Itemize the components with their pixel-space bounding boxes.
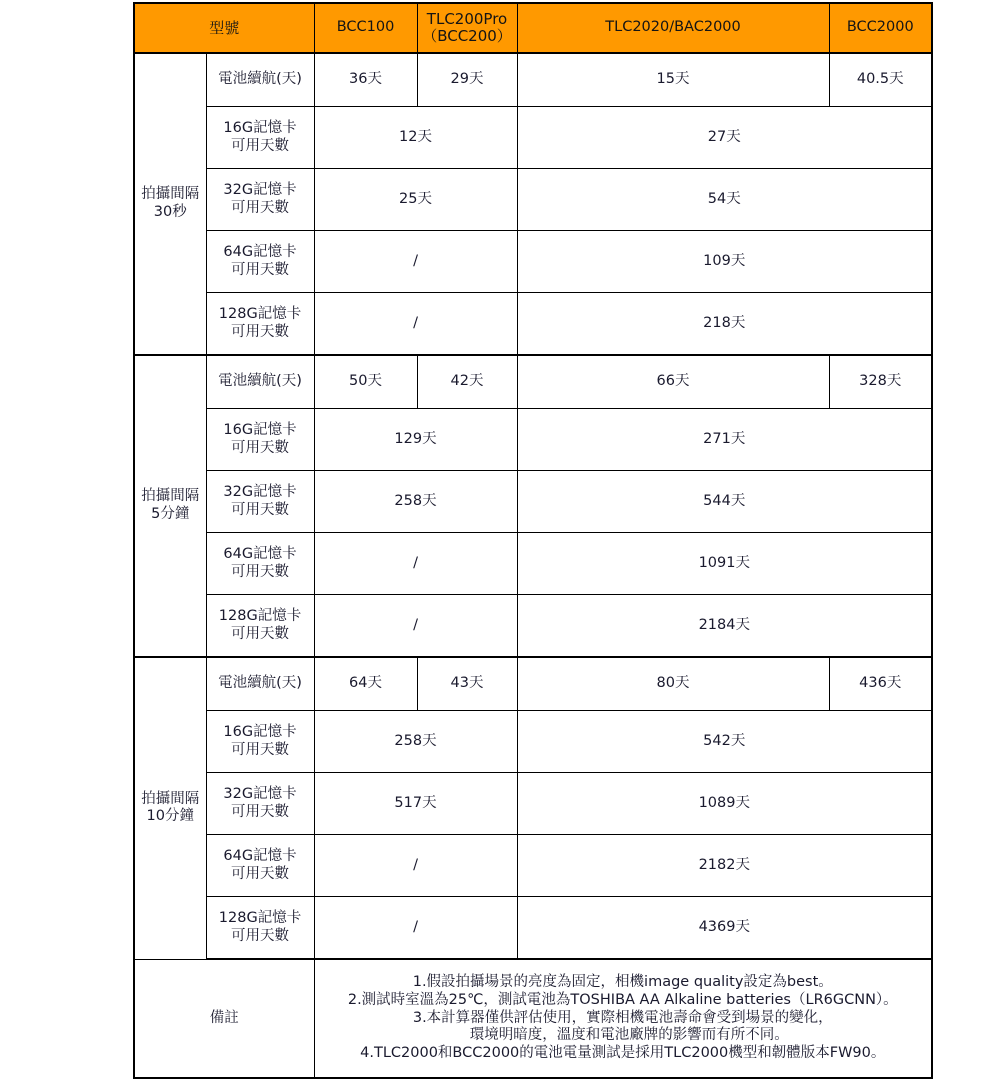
row-label-card-16g-line2: 可用天數 [231, 137, 289, 154]
row-label-card-32g [206, 471, 314, 533]
group-label-interval-10min [134, 657, 206, 959]
row-label-battery-life: 電池續航(天) [206, 53, 314, 107]
cell-battery-tlc200pro: 29天 [417, 53, 517, 107]
row-label-card-16g [206, 711, 314, 773]
cell-card64-left: / [314, 533, 517, 595]
cell-battery-bcc2000: 328天 [829, 355, 932, 409]
table-row [134, 355, 932, 409]
cell-battery-bcc100: 36天 [314, 53, 417, 107]
cell-battery-tlc2020: 66天 [517, 355, 829, 409]
row-label-card-32g [206, 773, 314, 835]
group-label-interval-30s [134, 53, 206, 355]
row-label-card-16g-line1: 16G記憶卡 [223, 119, 297, 136]
row-label-card-16g [206, 107, 314, 169]
cell-battery-tlc200pro: 43天 [417, 657, 517, 711]
header-col-bcc100: BCC100 [314, 3, 417, 53]
row-label-card-32g-line1: 32G記憶卡 [223, 785, 297, 802]
cell-card32-left: 258天 [314, 471, 517, 533]
note-line-3-continued: 環境明暗度，溫度和電池廠牌的影響而有所不同。 [469, 1027, 789, 1044]
row-label-card-64g-line2: 可用天數 [231, 865, 289, 882]
cell-card16-left: 12天 [314, 107, 517, 169]
table-row [134, 409, 932, 471]
cell-card64-right: 1091天 [517, 533, 932, 595]
table-row [134, 169, 932, 231]
row-label-card-128g-line1: 128G記憶卡 [218, 305, 302, 322]
row-label-card-64g-line2: 可用天數 [231, 563, 289, 580]
row-label-card-128g [206, 897, 314, 960]
notes-label: 備註 [134, 959, 314, 1078]
table-row [134, 231, 932, 293]
row-label-card-64g-line1: 64G記憶卡 [223, 545, 297, 562]
note-line-4: 4.TLC2000和BCC2000的電池電量測試是採用TLC2000機型和韌體版本FW90。 [360, 1045, 886, 1062]
table-row [134, 595, 932, 658]
table-row [134, 471, 932, 533]
group-label-line1: 拍攝間隔 [141, 488, 200, 505]
table-header [134, 3, 932, 53]
row-label-card-32g-line2: 可用天數 [231, 199, 289, 216]
cell-battery-bcc100: 50天 [314, 355, 417, 409]
row-label-card-64g [206, 533, 314, 595]
table-row [134, 711, 932, 773]
group-label-line1: 拍攝間隔 [141, 186, 200, 203]
row-label-card-32g-line2: 可用天數 [231, 501, 289, 518]
group-label-interval-5min [134, 355, 206, 657]
header-model: 型號 [134, 3, 314, 53]
row-label-card-128g-line1: 128G記憶卡 [218, 607, 302, 624]
row-label-card-16g [206, 409, 314, 471]
row-label-card-32g-line1: 32G記憶卡 [223, 483, 297, 500]
cell-card16-left: 129天 [314, 409, 517, 471]
row-label-card-64g [206, 231, 314, 293]
row-label-card-128g-line2: 可用天數 [231, 323, 289, 340]
cell-card128-left: / [314, 595, 517, 658]
row-label-card-128g-line2: 可用天數 [231, 625, 289, 642]
group-label-line2: 10分鐘 [146, 808, 194, 825]
notes-row [134, 959, 932, 1078]
table-row [134, 657, 932, 711]
header-col-tlc200pro-sub: （BCC200） [422, 27, 512, 45]
row-label-card-64g [206, 835, 314, 897]
note-line-1: 1.假設拍攝場景的亮度為固定，相機image quality設定為best。 [412, 974, 833, 991]
cell-card64-left: / [314, 231, 517, 293]
cell-card16-left: 258天 [314, 711, 517, 773]
group-label-line2: 30秒 [153, 204, 187, 220]
header-col-bcc2000: BCC2000 [829, 3, 932, 53]
cell-card64-right: 109天 [517, 231, 932, 293]
row-label-card-128g [206, 595, 314, 658]
cell-card32-right: 54天 [517, 169, 932, 231]
cell-battery-tlc2020: 80天 [517, 657, 829, 711]
cell-card32-right: 1089天 [517, 773, 932, 835]
table-body [134, 53, 932, 1078]
row-label-card-32g [206, 169, 314, 231]
table-row [134, 835, 932, 897]
cell-card16-right: 27天 [517, 107, 932, 169]
cell-battery-bcc100: 64天 [314, 657, 417, 711]
cell-battery-bcc2000: 436天 [829, 657, 932, 711]
row-label-card-16g-line2: 可用天數 [231, 439, 289, 456]
row-label-card-32g-line2: 可用天數 [231, 803, 289, 820]
row-label-card-16g-line2: 可用天數 [231, 741, 289, 758]
header-col-tlc200pro [417, 3, 517, 53]
header-col-tlc2020-bac2000: TLC2020/BAC2000 [517, 3, 829, 53]
notes-body [314, 959, 932, 1078]
cell-card128-right: 218天 [517, 293, 932, 356]
row-label-card-64g-line2: 可用天數 [231, 261, 289, 278]
group-label-line1: 拍攝間隔 [141, 790, 200, 807]
cell-battery-bcc2000: 40.5天 [829, 53, 932, 107]
row-label-card-16g-line1: 16G記憶卡 [223, 723, 297, 740]
note-line-3: 3.本計算器僅供評估使用，實際相機電池壽命會受到場景的變化， [412, 1009, 833, 1026]
table-row [134, 897, 932, 960]
battery-life-spec-table [133, 2, 933, 1079]
cell-card16-right: 271天 [517, 409, 932, 471]
cell-card128-left: / [314, 293, 517, 356]
cell-card128-left: / [314, 897, 517, 960]
header-row [134, 3, 932, 53]
cell-card16-right: 542天 [517, 711, 932, 773]
table-row [134, 107, 932, 169]
table-row [134, 53, 932, 107]
row-label-card-128g-line1: 128G記憶卡 [218, 909, 302, 926]
row-label-card-64g-line1: 64G記憶卡 [223, 847, 297, 864]
cell-battery-tlc200pro: 42天 [417, 355, 517, 409]
row-label-card-32g-line1: 32G記憶卡 [223, 181, 297, 198]
cell-card32-right: 544天 [517, 471, 932, 533]
cell-card32-left: 25天 [314, 169, 517, 231]
row-label-battery-life: 電池續航(天) [206, 355, 314, 409]
row-label-card-64g-line1: 64G記憶卡 [223, 243, 297, 260]
table-row [134, 533, 932, 595]
group-label-line2: 5分鐘 [151, 506, 190, 522]
header-col-tlc200pro-name: TLC200Pro [426, 10, 508, 29]
cell-card128-right: 2184天 [517, 595, 932, 658]
cell-battery-tlc2020: 15天 [517, 53, 829, 107]
cell-card32-left: 517天 [314, 773, 517, 835]
table-row [134, 293, 932, 356]
row-label-card-16g-line1: 16G記憶卡 [223, 421, 297, 438]
row-label-battery-life: 電池續航(天) [206, 657, 314, 711]
cell-card64-right: 2182天 [517, 835, 932, 897]
cell-card128-right: 4369天 [517, 897, 932, 960]
cell-card64-left: / [314, 835, 517, 897]
table-row [134, 773, 932, 835]
row-label-card-128g [206, 293, 314, 356]
note-line-2: 2.測試時室溫為25℃，測試電池為TOSHIBA AA Alkaline batteries（LR6GCNN）。 [347, 991, 898, 1008]
row-label-card-128g-line2: 可用天數 [231, 927, 289, 944]
